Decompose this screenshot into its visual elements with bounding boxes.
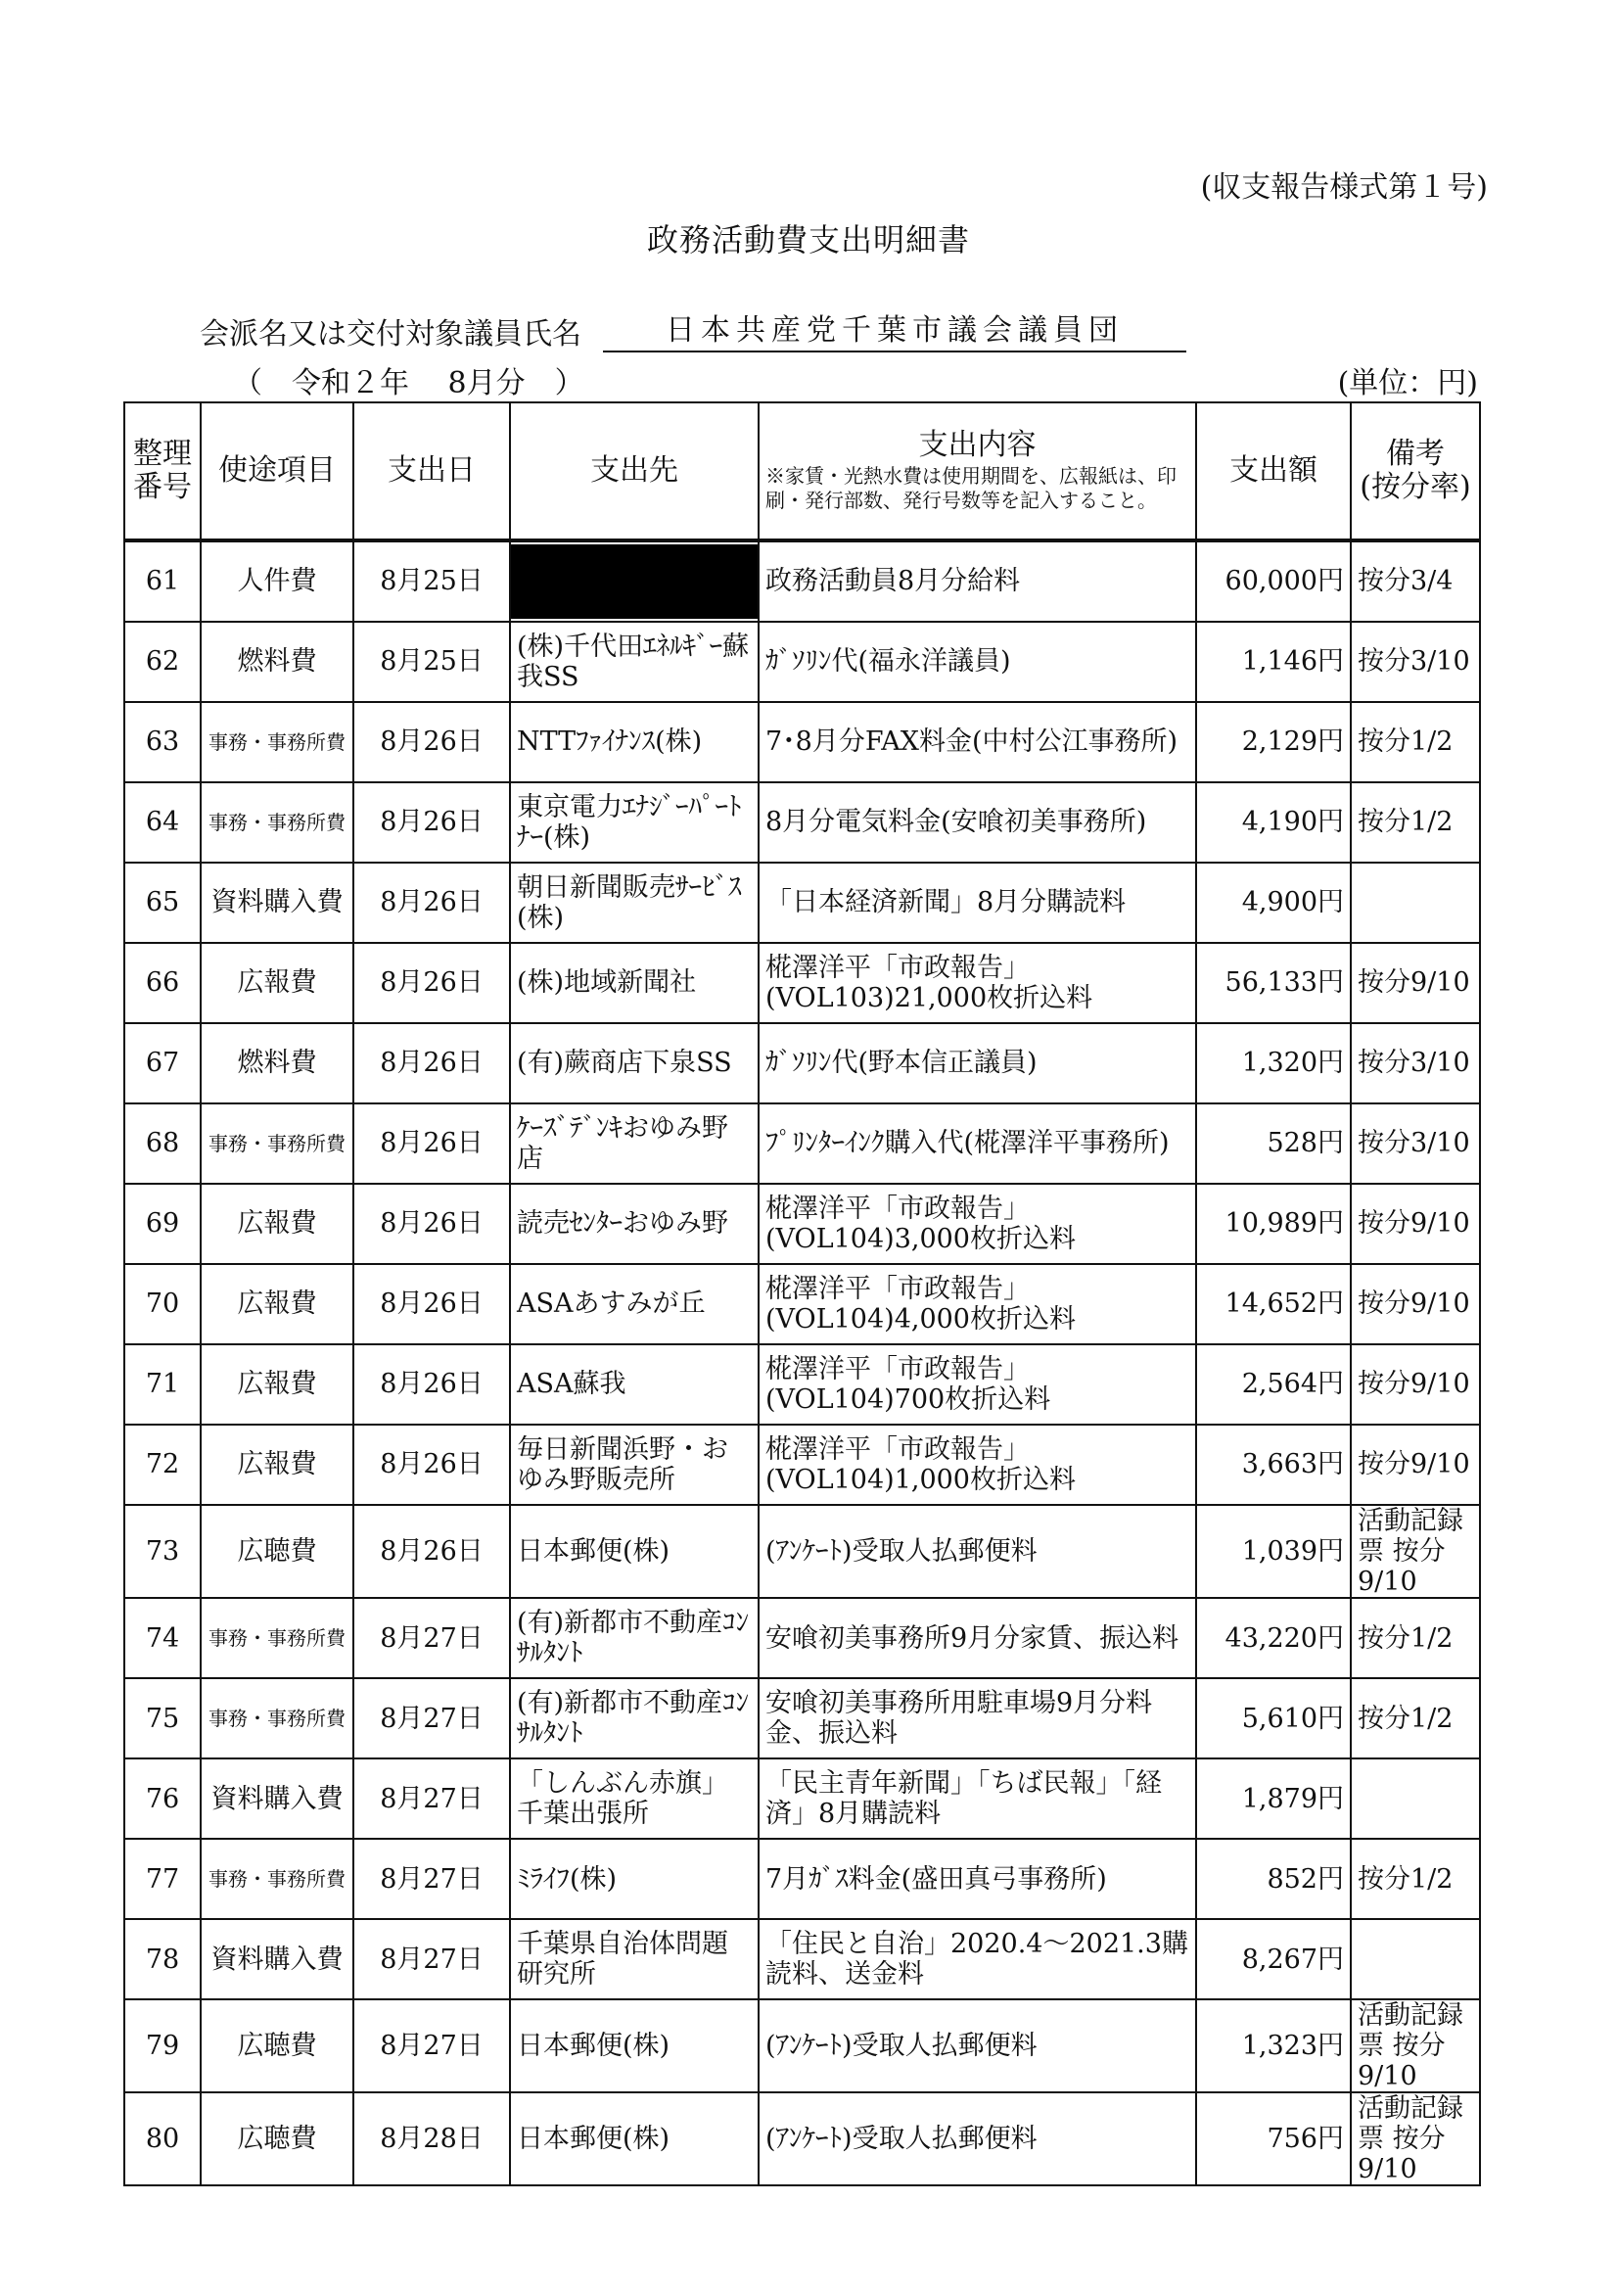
remarks-cell: 活動記録票 按分9/10: [1351, 2092, 1480, 2185]
row-number: 73: [124, 1505, 201, 1598]
remarks-cell: [1351, 1758, 1480, 1839]
header-no: 整理番号: [124, 402, 201, 540]
table-row: [124, 702, 1480, 782]
remarks-cell: 按分1/2: [1351, 1598, 1480, 1678]
row-number: 79: [124, 1999, 201, 2092]
category-cell: 事務・事務所費: [201, 1598, 353, 1678]
date-cell: 8月27日: [353, 1999, 510, 2092]
redaction-block: [511, 544, 758, 619]
row-number: 68: [124, 1103, 201, 1184]
table-row: [124, 2092, 1480, 2185]
category-cell: 資料購入費: [201, 863, 353, 943]
content-cell: 8月分電気料金(安喰初美事務所): [759, 782, 1196, 863]
category-cell: 広聴費: [201, 1999, 353, 2092]
date-cell: 8月25日: [353, 540, 510, 622]
remarks-cell: 按分1/2: [1351, 1678, 1480, 1758]
payee-cell: 千葉県自治体問題研究所: [510, 1919, 759, 1999]
content-cell: ｶﾞｿﾘﾝ代(野本信正議員): [759, 1023, 1196, 1103]
payee-cell: 日本郵便(株): [510, 1505, 759, 1598]
row-number: 76: [124, 1758, 201, 1839]
content-cell: ｶﾞｿﾘﾝ代(福永洋議員): [759, 622, 1196, 702]
category-cell: 事務・事務所費: [201, 782, 353, 863]
amount-cell: 4,900円: [1196, 863, 1351, 943]
content-cell: 安喰初美事務所9月分家賃、振込料: [759, 1598, 1196, 1678]
amount-cell: 756円: [1196, 2092, 1351, 2185]
table-row: [124, 1184, 1480, 1264]
category-cell: 人件費: [201, 540, 353, 622]
date-cell: 8月27日: [353, 1919, 510, 1999]
content-cell: (ｱﾝｹｰﾄ)受取人払郵便料: [759, 2092, 1196, 2185]
table-row: [124, 1839, 1480, 1919]
row-number: 72: [124, 1425, 201, 1505]
payee-cell: 東京電力ｴﾅｼﾞｰﾊﾟｰﾄﾅｰ(株): [510, 782, 759, 863]
amount-cell: 1,323円: [1196, 1999, 1351, 2092]
row-number: 63: [124, 702, 201, 782]
header-category: 使途項目: [201, 402, 353, 540]
content-cell: 「民主青年新聞」「ちば民報」「経済」8月購読料: [759, 1758, 1196, 1839]
remarks-cell: 按分1/2: [1351, 702, 1480, 782]
content-cell: 椛澤洋平「市政報告」(VOL104)4,000枚折込料: [759, 1264, 1196, 1344]
category-cell: 広聴費: [201, 2092, 353, 2185]
content-cell: 椛澤洋平「市政報告」(VOL103)21,000枚折込料: [759, 943, 1196, 1023]
amount-cell: 4,190円: [1196, 782, 1351, 863]
header-payee: 支出先: [510, 402, 759, 540]
date-cell: 8月25日: [353, 622, 510, 702]
payee-cell: ASA蘇我: [510, 1344, 759, 1425]
remarks-cell: [1351, 1919, 1480, 1999]
remarks-cell: 按分9/10: [1351, 943, 1480, 1023]
table-row: [124, 1598, 1480, 1678]
remarks-cell: 按分3/10: [1351, 622, 1480, 702]
row-number: 80: [124, 2092, 201, 2185]
date-cell: 8月27日: [353, 1678, 510, 1758]
row-number: 62: [124, 622, 201, 702]
row-number: 66: [124, 943, 201, 1023]
content-cell: 「日本経済新聞」8月分購読料: [759, 863, 1196, 943]
amount-cell: 2,129円: [1196, 702, 1351, 782]
header-content-title: 支出内容: [918, 427, 1037, 462]
table-header-row: [124, 402, 1480, 540]
content-cell: 政務活動員8月分給料: [759, 540, 1196, 622]
table-row: [124, 622, 1480, 702]
content-cell: (ｱﾝｹｰﾄ)受取人払郵便料: [759, 1999, 1196, 2092]
date-cell: 8月26日: [353, 782, 510, 863]
table-row: [124, 1344, 1480, 1425]
content-cell: 7月ｶﾞｽ料金(盛田真弓事務所): [759, 1839, 1196, 1919]
table-row: [124, 943, 1480, 1023]
payee-cell: ｹｰｽﾞﾃﾞﾝｷおゆみ野店: [510, 1103, 759, 1184]
amount-cell: 528円: [1196, 1103, 1351, 1184]
header-content: [759, 402, 1196, 540]
expense-table: [123, 401, 1481, 2186]
remarks-cell: 活動記録票 按分9/10: [1351, 1505, 1480, 1598]
category-cell: 事務・事務所費: [201, 1839, 353, 1919]
date-cell: 8月26日: [353, 1505, 510, 1598]
amount-cell: 852円: [1196, 1839, 1351, 1919]
date-cell: 8月27日: [353, 1598, 510, 1678]
table-row: [124, 1999, 1480, 2092]
content-cell: 7･8月分FAX料金(中村公江事務所): [759, 702, 1196, 782]
category-cell: 事務・事務所費: [201, 1678, 353, 1758]
header-date: 支出日: [353, 402, 510, 540]
category-cell: 燃料費: [201, 622, 353, 702]
unit-label: (単位：円): [1337, 366, 1478, 400]
table-row: [124, 1505, 1480, 1598]
date-cell: 8月26日: [353, 1425, 510, 1505]
row-number: 70: [124, 1264, 201, 1344]
document-title: 政務活動費支出明細書: [646, 221, 970, 258]
amount-cell: 1,146円: [1196, 622, 1351, 702]
table-row: [124, 1264, 1480, 1344]
remarks-cell: 按分9/10: [1351, 1425, 1480, 1505]
category-cell: 広報費: [201, 1184, 353, 1264]
payee-cell: (株)千代田ｴﾈﾙｷﾞｰ蘇我SS: [510, 622, 759, 702]
date-cell: 8月26日: [353, 943, 510, 1023]
date-cell: 8月27日: [353, 1839, 510, 1919]
payee-cell: ASAあすみが丘: [510, 1264, 759, 1344]
category-cell: 広報費: [201, 943, 353, 1023]
amount-cell: 56,133円: [1196, 943, 1351, 1023]
date-cell: 8月26日: [353, 863, 510, 943]
date-cell: 8月26日: [353, 702, 510, 782]
amount-cell: 1,320円: [1196, 1023, 1351, 1103]
payee-cell: 日本郵便(株): [510, 2092, 759, 2185]
amount-cell: 1,879円: [1196, 1758, 1351, 1839]
remarks-cell: 按分3/4: [1351, 540, 1480, 622]
date-cell: 8月26日: [353, 1264, 510, 1344]
table-row: [124, 1678, 1480, 1758]
payee-cell: NTTﾌｧｲﾅﾝｽ(株): [510, 702, 759, 782]
category-cell: 広聴費: [201, 1505, 353, 1598]
payee-cell: ﾐﾗｲﾌ(株): [510, 1839, 759, 1919]
row-number: 77: [124, 1839, 201, 1919]
header-remarks: [1351, 402, 1480, 540]
table-row: [124, 1425, 1480, 1505]
row-number: 71: [124, 1344, 201, 1425]
table-row: [124, 1023, 1480, 1103]
table-row: [124, 540, 1480, 622]
remarks-cell: 按分9/10: [1351, 1184, 1480, 1264]
remarks-cell: 按分1/2: [1351, 1839, 1480, 1919]
content-cell: 椛澤洋平「市政報告」(VOL104)3,000枚折込料: [759, 1184, 1196, 1264]
table-row: [124, 1919, 1480, 1999]
payee-cell: [510, 540, 759, 622]
payee-cell: 「しんぶん赤旗」千葉出張所: [510, 1758, 759, 1839]
content-cell: 椛澤洋平「市政報告」(VOL104)1,000枚折込料: [759, 1425, 1196, 1505]
payee-cell: (有)蕨商店下泉SS: [510, 1023, 759, 1103]
date-cell: 8月26日: [353, 1344, 510, 1425]
form-number: (収支報告様式第１号): [1200, 170, 1488, 205]
remarks-cell: 按分9/10: [1351, 1264, 1480, 1344]
header-remarks-title: 備考: [1386, 436, 1445, 471]
row-number: 65: [124, 863, 201, 943]
faction-value: 日本共産党千葉市議会議員団: [603, 305, 1186, 352]
row-number: 67: [124, 1023, 201, 1103]
amount-cell: 60,000円: [1196, 540, 1351, 622]
content-cell: ﾌﾟﾘﾝﾀｰｲﾝｸ購入代(椛澤洋平事務所): [759, 1103, 1196, 1184]
remarks-cell: 按分3/10: [1351, 1103, 1480, 1184]
payee-cell: (有)新都市不動産ｺﾝｻﾙﾀﾝﾄ: [510, 1598, 759, 1678]
header-amount: 支出額: [1196, 402, 1351, 540]
category-cell: 資料購入費: [201, 1919, 353, 1999]
content-cell: (ｱﾝｹｰﾄ)受取人払郵便料: [759, 1505, 1196, 1598]
date-cell: 8月27日: [353, 1758, 510, 1839]
row-number: 78: [124, 1919, 201, 1999]
category-cell: 資料購入費: [201, 1758, 353, 1839]
category-cell: 事務・事務所費: [201, 702, 353, 782]
faction-line: [200, 305, 1186, 352]
payee-cell: 毎日新聞浜野・おゆみ野販売所: [510, 1425, 759, 1505]
content-cell: 安喰初美事務所用駐車場9月分料金、振込料: [759, 1678, 1196, 1758]
table-row: [124, 863, 1480, 943]
date-cell: 8月26日: [353, 1103, 510, 1184]
report-period: （ 令和２年 8月分 ）: [233, 366, 584, 400]
date-cell: 8月28日: [353, 2092, 510, 2185]
row-number: 61: [124, 540, 201, 622]
amount-cell: 10,989円: [1196, 1184, 1351, 1264]
category-cell: 事務・事務所費: [201, 1103, 353, 1184]
payee-cell: 朝日新聞販売ｻｰﾋﾞｽ(株): [510, 863, 759, 943]
amount-cell: 3,663円: [1196, 1425, 1351, 1505]
date-cell: 8月26日: [353, 1023, 510, 1103]
date-cell: 8月26日: [353, 1184, 510, 1264]
remarks-cell: [1351, 863, 1480, 943]
amount-cell: 14,652円: [1196, 1264, 1351, 1344]
row-number: 64: [124, 782, 201, 863]
header-remarks-sub: (按分率): [1360, 470, 1471, 504]
amount-cell: 5,610円: [1196, 1678, 1351, 1758]
remarks-cell: 活動記録票 按分9/10: [1351, 1999, 1480, 2092]
table-row: [124, 782, 1480, 863]
row-number: 69: [124, 1184, 201, 1264]
category-cell: 広報費: [201, 1264, 353, 1344]
category-cell: 燃料費: [201, 1023, 353, 1103]
content-cell: 椛澤洋平「市政報告」(VOL104)700枚折込料: [759, 1344, 1196, 1425]
payee-cell: (株)地域新聞社: [510, 943, 759, 1023]
remarks-cell: 按分9/10: [1351, 1344, 1480, 1425]
payee-cell: 読売ｾﾝﾀｰおゆみ野: [510, 1184, 759, 1264]
faction-label: 会派名又は交付対象議員氏名: [200, 317, 581, 351]
table-row: [124, 1758, 1480, 1839]
amount-cell: 2,564円: [1196, 1344, 1351, 1425]
category-cell: 広報費: [201, 1425, 353, 1505]
remarks-cell: 按分3/10: [1351, 1023, 1480, 1103]
payee-cell: (有)新都市不動産ｺﾝｻﾙﾀﾝﾄ: [510, 1678, 759, 1758]
content-cell: 「住民と自治」2020.4～2021.3購読料、送金料: [759, 1919, 1196, 1999]
row-number: 75: [124, 1678, 201, 1758]
amount-cell: 43,220円: [1196, 1598, 1351, 1678]
header-content-note: ※家賃・光熱水費は使用期間を、広報紙は、印刷・発行部数、発行号数等を記入すること。: [765, 464, 1177, 513]
table-row: [124, 1103, 1480, 1184]
amount-cell: 1,039円: [1196, 1505, 1351, 1598]
remarks-cell: 按分1/2: [1351, 782, 1480, 863]
category-cell: 広報費: [201, 1344, 353, 1425]
amount-cell: 8,267円: [1196, 1919, 1351, 1999]
payee-cell: 日本郵便(株): [510, 1999, 759, 2092]
row-number: 74: [124, 1598, 201, 1678]
